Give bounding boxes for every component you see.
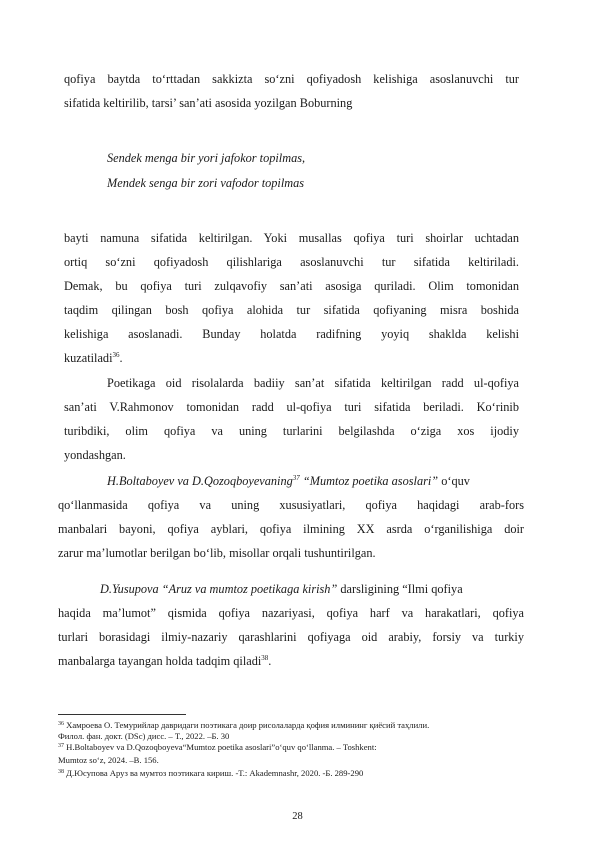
paragraph-line: ortiq so‘zni qofiyadosh qilishlariga asoslanuvchi tur sifatida keltiriladi. <box>64 255 519 269</box>
page-number: 28 <box>292 811 303 822</box>
footnote-number: 36 <box>58 721 64 727</box>
footnote <box>58 742 377 752</box>
paragraph-line: sifatida keltirilib, tarsi’ san’ati asosida yozilgan Boburning <box>64 96 353 110</box>
paragraph-line: manbalari bayoni, qofiya ayblari, qofiya ilmining XX asrda o‘rganilishiga doir <box>58 522 524 536</box>
paragraph-line: qofiya baytda to‘rttadan sakkizta so‘zni qofiyadosh kelishiga asoslanuvchi tur <box>64 72 519 86</box>
paragraph-line: turibdiki, olim qofiya va uning turlarini belgilashda o‘ziga xos ijodiy <box>64 424 519 438</box>
paragraph-line <box>107 474 470 489</box>
footnote <box>58 768 363 778</box>
footnote-ref: 37 <box>292 474 300 482</box>
footnote-number: 37 <box>58 743 64 749</box>
paragraph-line: san’ati V.Rahmonov tomonidan radd ul-qofiya turi sifatida beriladi. Ko‘rinib <box>64 400 519 414</box>
paragraph-line: yondashgan. <box>64 448 126 462</box>
paragraph-line: kelishiga asoslanadi. Bunday holatda radifning yoyiq shaklda kelishi <box>64 327 519 341</box>
footnote-continuation: Mumtoz so‘z, 2024. –B. 156. <box>58 755 159 765</box>
footnote-text: Д.Юсупова Аруз ва мумтоз поэтикага кириш. -Т.: Akademnashr, 2020. -Б. 289-290 <box>64 768 364 778</box>
paragraph-line: bayti namuna sifatida keltirilgan. Yoki musallas qofiya turi shoirlar uchtadan <box>64 231 519 245</box>
paragraph-line: taqdim qilingan bosh qofiya alohida tur sifatida qofiyaning misra boshida <box>64 303 519 317</box>
paragraph-line <box>100 582 463 597</box>
footnote-ref: 36 <box>112 351 120 359</box>
line-text: darsligining “Ilmi qofiya <box>337 582 463 596</box>
paragraph-line: Poetikaga oid risolalarda badiiy san’at sifatida keltirilgan radd ul-qofiya <box>107 376 519 390</box>
paragraph-line <box>58 654 271 669</box>
footnote-text: H.Boltaboyev va D.Qozoqboyeva“Mumtoz poetika asoslari”o‘quv qo‘llanma. – Toshkent: <box>64 742 377 752</box>
footnote-separator <box>58 714 186 715</box>
paragraph-line <box>64 351 123 366</box>
line-text: manbalarga tayangan holda tadqim qiladi <box>58 654 262 668</box>
line-text: . <box>119 351 123 365</box>
verse-line: Mendek senga bir zori vafodor topilmas <box>107 176 305 190</box>
verse-line: Sendek menga bir yori jafokor topilmas, <box>107 151 306 165</box>
paragraph-line: turlari borasidagi ilmiy-nazariy qarashlarini qofiyaga oid arabiy, forsiy va turkiy <box>58 630 524 644</box>
author-names: H.Boltaboyev va D.Qozoqboyevaning <box>107 474 293 488</box>
footnote <box>58 720 429 730</box>
paragraph-line: Demak, bu qofiya turi zulqavofiy san’ati asosiga quriladi. Olim tomonidan <box>64 279 519 293</box>
book-title: D.Yusupova “Aruz va mumtoz poetikaga kirish” <box>100 582 338 596</box>
line-text: o‘quv <box>438 474 470 488</box>
footnote-ref: 38 <box>261 654 269 662</box>
book-title: “Mumtoz poetika asoslari” <box>299 474 439 488</box>
paragraph-line: qo‘llanmasida qofiya va uning xususiyatlari, qofiya haqidagi arab-fors <box>58 498 524 512</box>
footnote-number: 38 <box>58 769 64 775</box>
footnote-text: Хамроева О. Темурийлар давридаги поэтикага доир рисолаларда қофия илмининг қиёсий таҳлили. <box>64 720 430 730</box>
paragraph-line: zarur ma’lumotlar berilgan bo‘lib, misollar orqali tushuntirilgan. <box>58 546 376 560</box>
footnote-continuation: Филол. фан. докт. (DSc) дисс. – Т., 2022. –Б. 30 <box>58 731 230 741</box>
line-text: . <box>268 654 272 668</box>
paragraph-line: haqida ma’lumot” qismida qofiya nazariyasi, qofiya harf va harakatlari, qofiya <box>58 606 524 620</box>
line-text: kuzatiladi <box>64 351 113 365</box>
